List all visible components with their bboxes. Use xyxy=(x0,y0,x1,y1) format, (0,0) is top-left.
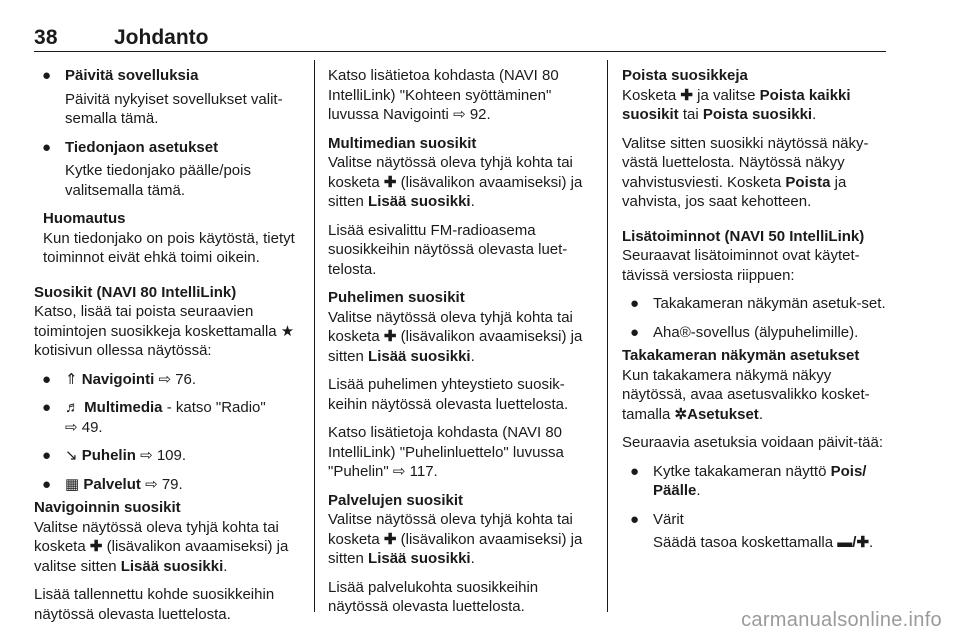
delete-favorites-text-2 xyxy=(622,134,894,212)
page-ref: 79. xyxy=(161,475,183,493)
ref-arrow-icon: ⇨ xyxy=(145,475,158,493)
list-item-multimedia xyxy=(34,398,300,437)
phone-favorites-heading: Puhelimen suosikit xyxy=(328,289,465,306)
delete-favorites-text: Kosketa ✚ ja valitse Poista kaikki suosikit tai Poista suosikki. xyxy=(622,86,851,123)
bullet-icon: ● xyxy=(630,462,640,480)
ref-arrow-icon: ⇨ xyxy=(453,106,466,123)
bold-term: Asetukset xyxy=(687,405,759,423)
delete-favorites-heading: Poista suosikkeja xyxy=(622,67,748,84)
nav-favorites-heading: Navigoinnin suosikit xyxy=(34,499,181,516)
plus-icon: ✚ xyxy=(680,86,693,104)
item-text: Aha®-sovellus (älypuhelimille). xyxy=(653,323,859,341)
column-1 xyxy=(34,66,300,624)
bullet-data-sharing xyxy=(34,138,300,201)
plus-icon: ✚ xyxy=(383,530,397,548)
page-ref: 117. xyxy=(409,463,438,480)
text-part: Katso lisätietoja kohdasta (NAVI 80 IntelliLink) "Puhelinluettelo" luvussa "Puhelin" xyxy=(328,424,564,480)
multimedia-favorites-text-2: Lisää esivalittu FM-radioasema suosikkeihin näytössä olevasta luet-telosta. xyxy=(328,221,568,278)
bold-term: Lisää suosikki xyxy=(368,193,471,210)
bold-term: Lisää suosikki xyxy=(120,557,224,575)
header-rule xyxy=(34,51,886,52)
camera-settings-text: Kun takakamera näkymä näkyy näytössä, avaa asetusvalikko kosket-tamalla ✲Asetukset. xyxy=(622,366,870,423)
plus-icon: ✚ xyxy=(383,173,397,191)
gear-icon: ✲ xyxy=(674,405,688,423)
star-icon: ★ xyxy=(280,322,295,340)
text-part: Valitse sitten suosikki näytössä näky-västä luettelosta. Näytössä näkyy vahvistusviesti. Kosketa xyxy=(622,134,869,191)
ref-arrow-icon: ⇨ xyxy=(158,370,172,388)
bullet-title: Tiedonjaon asetukset xyxy=(65,138,219,156)
bullet-update-apps xyxy=(34,66,300,129)
text-part: Katso lisätietoa kohdasta (NAVI 80 IntelliLink) "Kohteen syöttäminen" luvussa Navigointi xyxy=(328,67,559,123)
item-title: Värit xyxy=(653,510,684,528)
page-ref: 92. xyxy=(469,106,491,123)
item-text: Kytke takakameran näyttö xyxy=(653,462,827,480)
bullet-icon: ● xyxy=(42,447,52,464)
column-2 xyxy=(328,66,594,617)
multimedia-icon: ♬ xyxy=(65,399,80,416)
phone-icon: ↘ xyxy=(65,447,78,464)
item-text: Säädä tasoa koskettamalla ▬/✚. xyxy=(653,534,874,551)
more-info-navigation xyxy=(328,66,594,125)
bullet-text: Päivitä nykyiset sovellukset valit-semalla tämä. xyxy=(65,90,283,127)
bullet-icon: ● xyxy=(42,138,52,156)
plus-icon: ✚ xyxy=(383,328,397,345)
text-part: Valitse näytössä oleva tyhjä kohta tai kosketa xyxy=(328,511,573,548)
list-item-navigation xyxy=(34,370,300,390)
nav-favorites-text: Valitse näytössä oleva tyhjä kohta tai kosketa ✚ (lisävalikon avaamiseksi) ja valitse sitten Lisää suosikki. xyxy=(34,518,289,575)
list-item-phone xyxy=(34,446,300,466)
favorites-text-part: Katso, lisää tai poista seuraavien toimintojen suosikkeja koskettamalla xyxy=(34,303,277,340)
minus-plus-icon: ▬/✚ xyxy=(837,534,870,551)
bullet-icon: ● xyxy=(42,475,52,493)
item-desc: - katso "Radio" xyxy=(166,399,266,416)
bold-term: Pois/ Päälle xyxy=(653,462,867,499)
nav-favorites-text-2: Lisää tallennettu kohde suosikkeihin näytössä olevasta luettelosta. xyxy=(34,586,275,623)
text-part: Valitse näytössä oleva tyhjä kohta tai kosketa xyxy=(34,518,279,555)
favorites-text-part: kotisivun ollessa näytössä: xyxy=(34,342,212,359)
bullet-icon: ● xyxy=(630,323,640,341)
text-part: (lisävalikon avaamiseksi) ja valitse sitten xyxy=(34,538,289,575)
list-item-aha-app xyxy=(622,323,894,343)
list-item-colors xyxy=(622,510,894,553)
item-name: Palvelut xyxy=(83,475,141,493)
column-3 xyxy=(622,66,894,553)
note-block xyxy=(34,209,300,268)
column-divider-2 xyxy=(607,60,608,612)
text-part: Kun takakamera näkymä näkyy näytössä, avaa asetusvalikko kosket-tamalla xyxy=(622,366,870,423)
page-ref: 49. xyxy=(81,418,103,436)
services-favorites-text: Valitse näytössä oleva tyhjä kohta tai kosketa ✚ (lisävalikon avaamiseksi) ja sitten Lisää suosikki. xyxy=(328,511,583,567)
item-name: Navigointi xyxy=(81,370,155,388)
list-item-services xyxy=(34,475,300,495)
bullet-icon: ● xyxy=(42,399,52,416)
text-part: (lisävalikon avaamiseksi) ja sitten xyxy=(328,530,583,567)
list-item-camera-settings xyxy=(622,294,894,314)
navigation-icon: ⇑ xyxy=(65,370,78,388)
list-item-camera-display: ● Kytke takakameran näyttö Pois/ Päälle. xyxy=(630,462,867,499)
camera-settings-heading: Takakameran näkymän asetukset xyxy=(622,347,860,364)
phone-favorites-text-2: Lisää puhelimen yhteystieto suosik-keihin näytössä olevasta luettelosta. xyxy=(328,376,569,413)
bullet-icon: ● xyxy=(630,295,640,312)
services-favorites-heading: Palvelujen suosikit xyxy=(328,491,464,509)
text-part: tai xyxy=(682,106,699,123)
item-name: Puhelin xyxy=(81,447,136,464)
bold-term: Poista xyxy=(785,173,831,191)
bullet-icon: ● xyxy=(630,510,640,528)
services-favorites-text-2: Lisää palvelukohta suosikkeihin näytössä olevasta luettelosta. xyxy=(328,578,539,615)
page-ref: 109. xyxy=(156,447,187,464)
section-title: Johdanto xyxy=(114,26,209,49)
bullet-icon: ● xyxy=(42,370,52,388)
extra-functions-heading: Lisätoiminnot (NAVI 50 IntelliLink) xyxy=(622,227,865,245)
favorites-heading: Suosikit (NAVI 80 IntelliLink) xyxy=(34,283,237,301)
item-text: Takakameran näkymän asetuk-set. xyxy=(653,295,886,312)
bullet-title: Päivitä sovelluksia xyxy=(65,67,199,84)
text-part: Valitse näytössä oleva tyhjä kohta tai kosketa xyxy=(328,154,573,191)
text-part: (lisävalikon avaamiseksi) ja sitten xyxy=(328,173,583,210)
page-ref: 76. xyxy=(175,370,197,388)
ref-arrow-icon: ⇨ xyxy=(140,447,153,464)
bullet-icon: ● xyxy=(42,67,52,84)
text-part: (lisävalikon avaamiseksi) ja sitten xyxy=(328,328,583,365)
plus-icon: ✚ xyxy=(89,538,103,555)
text-part: Säädä tasoa koskettamalla xyxy=(653,534,834,551)
phone-favorites-text-3 xyxy=(328,423,594,482)
services-icon: ▦ xyxy=(65,475,80,493)
note-text: Kun tiedonjako on pois käytöstä, tietyt toiminnot eivät ehkä toimi oikein. xyxy=(43,229,295,266)
page-header xyxy=(34,26,886,50)
bold-term: Poista suosikki xyxy=(702,106,813,123)
text-part: Valitse näytössä oleva tyhjä kohta tai kosketa xyxy=(328,308,573,345)
page-number: 38 xyxy=(34,26,58,49)
text-part: Kosketa xyxy=(622,86,677,104)
item-name: Multimedia xyxy=(84,399,163,416)
camera-settings-text-2: Seuraavia asetuksia voidaan päivit-tää: xyxy=(622,434,883,451)
bold-term: Poista kaikki suosikit xyxy=(622,86,851,123)
multimedia-favorites-heading: Multimedian suosikit xyxy=(328,134,477,152)
ref-arrow-icon: ⇨ xyxy=(65,418,78,436)
bold-term: Lisää suosikki xyxy=(368,347,471,365)
bold-term: Lisää suosikki xyxy=(368,550,471,567)
column-divider-1 xyxy=(314,60,315,612)
watermark: carmanualsonline.info xyxy=(741,609,942,631)
multimedia-favorites-text: Valitse näytössä oleva tyhjä kohta tai kosketa ✚ (lisävalikon avaamiseksi) ja sitten Lisää suosikki. xyxy=(328,154,583,210)
ref-arrow-icon: ⇨ xyxy=(392,463,406,480)
favorites-text xyxy=(34,302,300,361)
phone-favorites-text: Valitse näytössä oleva tyhjä kohta tai kosketa ✚ (lisävalikon avaamiseksi) ja sitten Lisää suosikki. xyxy=(328,308,583,365)
bullet-text: Kytke tiedonjako päälle/pois valitsemalla tämä. xyxy=(65,162,251,199)
text-part: ja vahvista, jos saat kehotteen. xyxy=(622,173,847,210)
extra-functions-text: Seuraavat lisätoiminnot ovat käytet-tävissä versiosta riippuen: xyxy=(622,247,860,284)
note-title: Huomautus xyxy=(43,210,126,227)
text-part: ja valitse xyxy=(697,86,756,104)
